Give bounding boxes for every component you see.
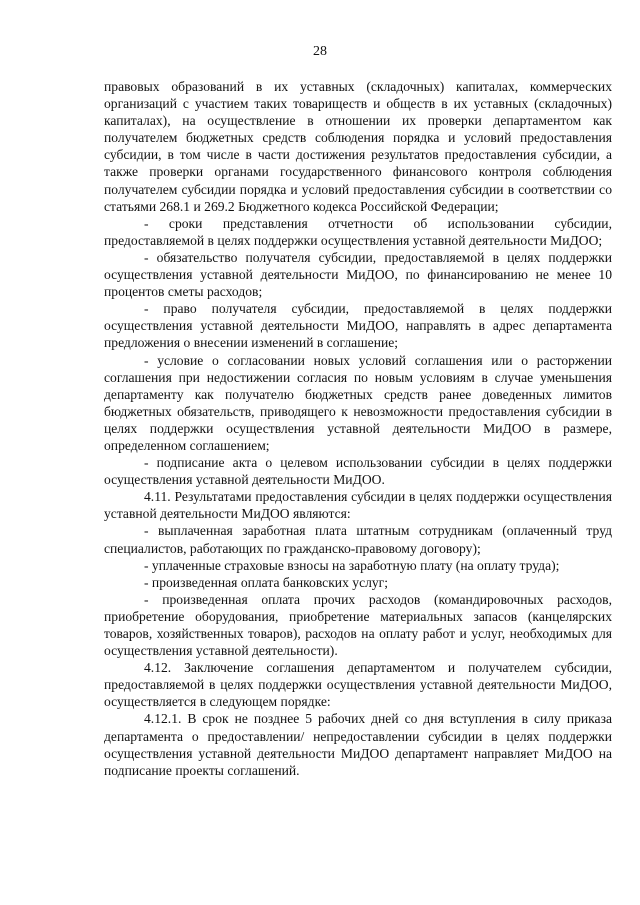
body-text xyxy=(104,78,612,779)
paragraph-4-11: 4.11. Результатами предоставления субсидии в целях поддержки осуществления уставной деятельности МиДОО являются: xyxy=(104,489,612,522)
paragraph-4-12: 4.12. Заключение соглашения департаментом и получателем субсидии, предоставляемой в целях поддержки осуществления уставной деятельности МиДОО, осуществляется в следующем порядке: xyxy=(104,660,612,710)
list-item-bank-services: - произведенная оплата банковских услуг; xyxy=(144,574,389,590)
list-item-insurance: - уплаченные страховые взносы на заработную плату (на оплату труда); xyxy=(144,557,560,573)
list-item-other-expenses: - произведенная оплата прочих расходов (командировочных расходов, приобретение оборудования, приобретение материальных запасов (канцелярских товаров, хозяйственных товаров), расходов на оплату работ и услуг, необходимых для осуществления уставной деятельности). xyxy=(104,591,612,659)
list-item-cofinancing-obligation: - обязательство получателя субсидии, предоставляемой в целях поддержки осуществления уставной деятельности МиДОО, по финансированию не менее 10 процентов сметы расходов; xyxy=(104,249,612,300)
list-item-new-terms-condition: - условие о согласовании новых условий соглашения или о расторжении соглашения при недостижении согласия по новым условиям в случае уменьшения департаменту как получателю бюджетных средств ранее доведенных лимитов бюджетных обязательств, приводящего к невозможности предоставления субсидии в целях поддержки осуществления уставной деятельности МиДОО в размере, определенном соглашением; xyxy=(104,352,612,453)
page-number: 28 xyxy=(313,44,327,59)
list-item-act-signing: - подписание акта о целевом использовании субсидии в целях поддержки осуществления уставной деятельности МиДОО. xyxy=(104,455,612,488)
paragraph-4-12-1: 4.12.1. В срок не позднее 5 рабочих дней со дня вступления в силу приказа департамента о предоставлении/ непредоставлении субсидии в целях поддержки осуществления уставной деятельности МиДОО департамент направляет МиДОО на подписание проекты соглашений. xyxy=(104,711,612,778)
list-item-salary: - выплаченная заработная плата штатным сотрудникам (оплаченный труд специалистов, работающих по гражданско-правовому договору); xyxy=(104,523,612,556)
list-item-reporting-deadlines: - сроки представления отчетности об использовании субсидии, предоставляемой в целях поддержки осуществления уставной деятельности МиДОО; xyxy=(104,215,612,248)
paragraph-continuation: правовых образований в их уставных (складочных) капиталах, коммерческих организаций с участием таких товариществ и обществ в их уставных (складочных) капиталах), на осуществление в отношении их проверки департаментом как получателем бюджетных средств соблюдения порядка и условий предоставления субсидии, в том числе в части достижения результатов предоставления субсидии, а также проверки органами государственного финансового контроля соблюдения получателем субсидии порядка и условий предоставления субсидии в соответствии со статьями 268.1 и 269.2 Бюджетного кодекса Российской Федерации; xyxy=(104,79,612,214)
list-item-amendment-right: - право получателя субсидии, предоставляемой в целях поддержки осуществления уставной деятельности МиДОО, направлять в адрес департамента предложения о внесении изменений в соглашение; xyxy=(104,301,612,351)
